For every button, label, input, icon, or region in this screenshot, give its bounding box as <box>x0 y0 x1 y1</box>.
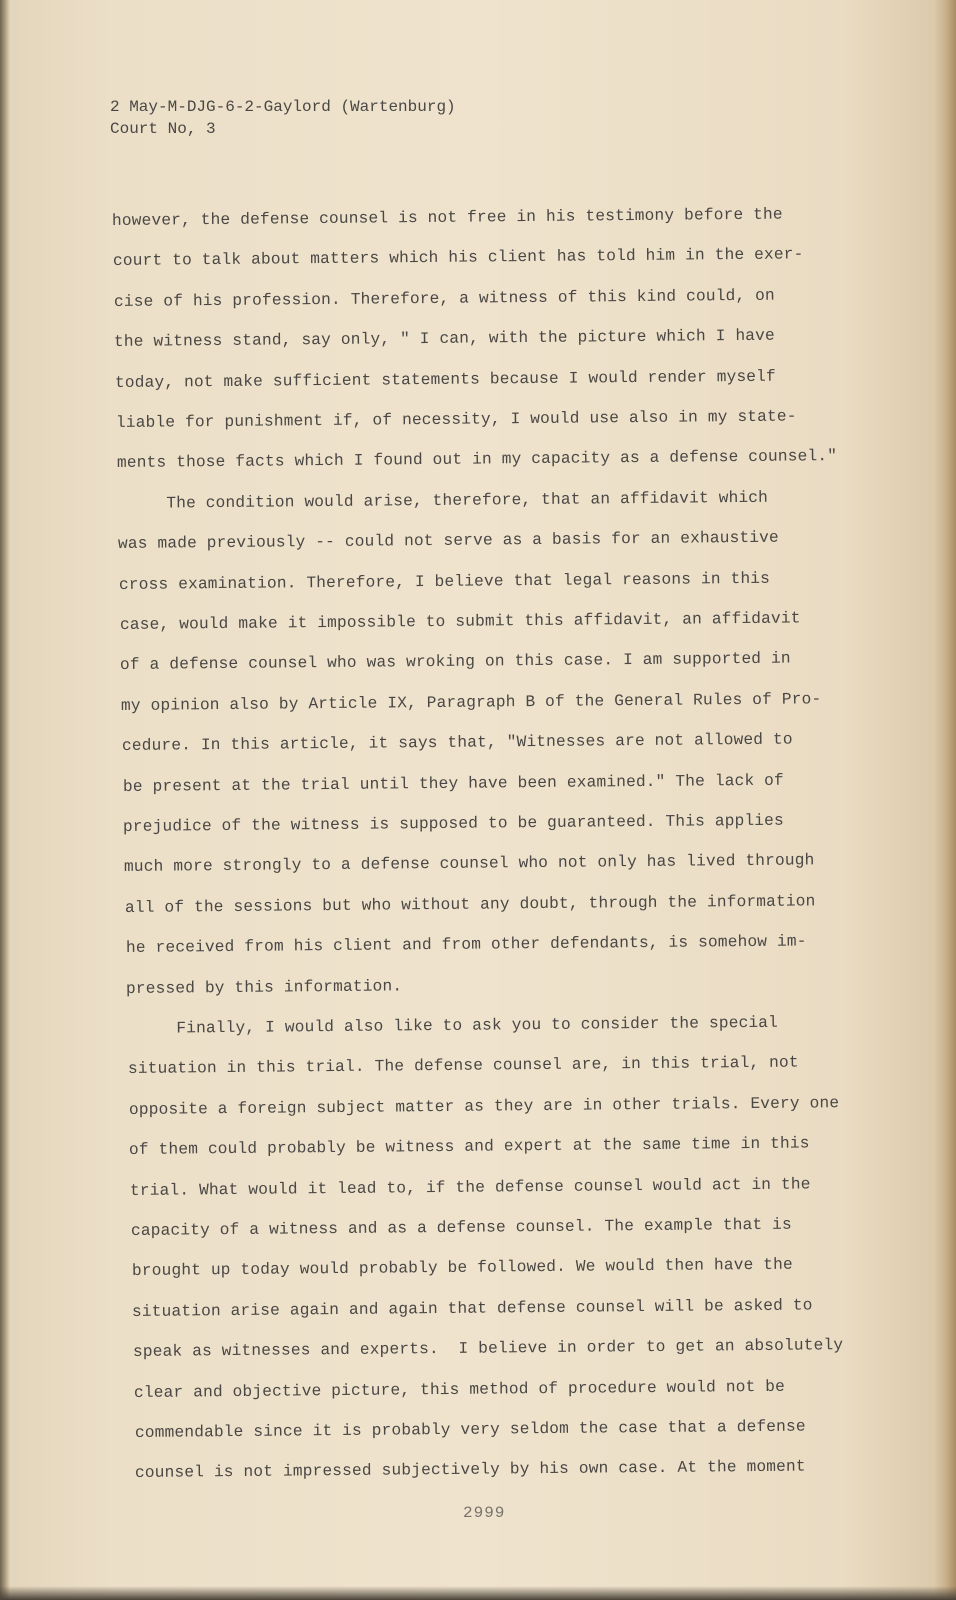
text-line: liable for punishment if, of necessity, I would use also in my state- <box>115 407 797 432</box>
text-line: he received from his client and from other defendants, is somehow im- <box>125 932 807 958</box>
page-bottom-shadow <box>0 1586 956 1600</box>
text-line: was made previously -- could not serve as a basis for an exhaustive <box>117 528 779 554</box>
text-line: situation arise again and again that defense counsel will be asked to <box>132 1296 813 1321</box>
text-line: cedure. In this article, it says that, "Witnesses are not allowed to <box>121 730 793 756</box>
text-line: counsel is not impressed subjectively by his own case. At the moment <box>135 1457 807 1483</box>
header-court-line: Court No, 3 <box>110 120 216 138</box>
text-line: be present at the trial until they have been examined." The lack of <box>122 771 784 796</box>
text-line: clear and objective picture, this method of procedure would not be <box>133 1377 785 1402</box>
document-header <box>110 96 456 140</box>
text-line: trial. What would it lead to, if the defense counsel would act in the <box>129 1175 811 1200</box>
text-line: cross examination. Therefore, I believe that legal reasons in this <box>118 569 770 594</box>
text-line: of a defense counsel who was wroking on this case. I am supported in <box>120 649 792 675</box>
text-line: capacity of a witness and as a defense counsel. The example that is <box>130 1215 792 1240</box>
text-line: speak as witnesses and experts. I believe in order to get an absolutely <box>132 1336 844 1362</box>
text-line: all of the sessions but who without any doubt, through the information <box>124 892 816 917</box>
text-line: cise of his profession. Therefore, a witness of this kind could, on <box>113 286 775 311</box>
text-line: of them could probably be witness and expert at the same time in this <box>129 1134 810 1160</box>
text-line: my opinion also by Article IX, Paragraph B of the General Rules of Pro- <box>120 690 822 715</box>
page-left-shadow <box>0 0 10 1600</box>
text-line: much more strongly to a defense counsel who not only has lived through <box>123 851 815 877</box>
text-line: today, not make sufficient statements because I would render myself <box>114 367 776 392</box>
text-line: Finally, I would also like to ask you to consider the special <box>126 1013 779 1038</box>
text-line: The condition would arise, therefore, that an affidavit which <box>117 488 769 513</box>
text-line: case, would make it impossible to submit this affidavit, an affidavit <box>119 609 801 634</box>
text-line: situation in this trial. The defense counsel are, in this trial, not <box>127 1053 799 1079</box>
text-line: opposite a foreign subject matter as they are in other trials. Every one <box>128 1093 839 1119</box>
page-number: 2999 <box>463 1504 506 1522</box>
text-line: commendable since it is probably very seldom the case that a defense <box>134 1417 806 1442</box>
text-line: prejudice of the witness is supposed to be guaranteed. This applies <box>123 811 785 836</box>
header-reference-line: 2 May-M-DJG-6-2-Gaylord (Wartenburg) <box>110 98 456 116</box>
page-right-edge <box>934 0 956 1600</box>
text-line: the witness stand, say only, " I can, with the picture which I have <box>114 326 776 352</box>
text-line: pressed by this information. <box>126 976 403 998</box>
text-line: however, the defense counsel is not free in his testimony before the <box>111 205 783 230</box>
text-line: ments those facts which I found out in my capacity as a defense counsel." <box>116 447 837 473</box>
text-line: brought up today would probably be followed. We would then have the <box>131 1256 793 1281</box>
text-line: court to talk about matters which his client has told him in the exer- <box>112 245 804 271</box>
